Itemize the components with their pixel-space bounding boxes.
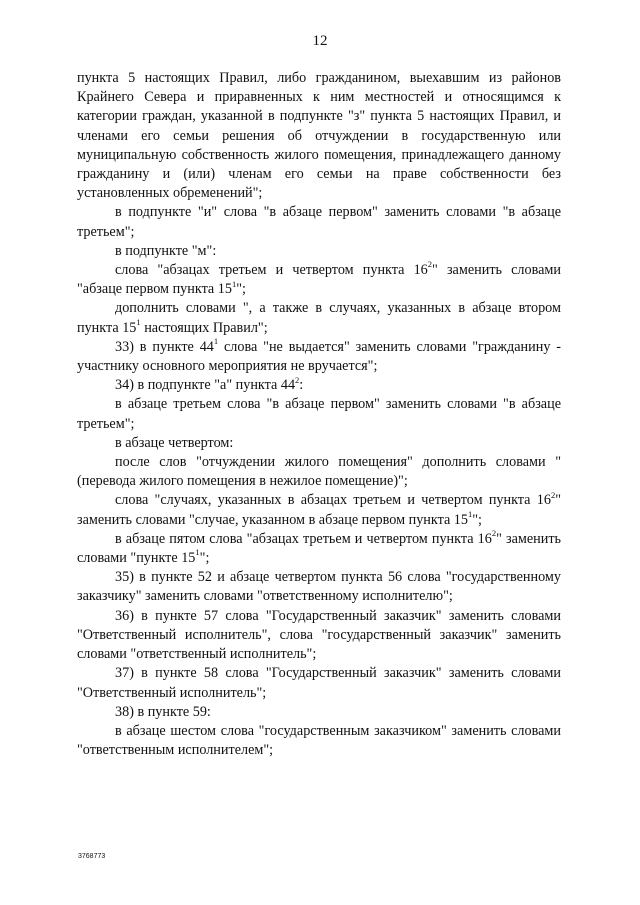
paragraph: в абзаце шестом слова "государственным заказчиком" заменить словами "ответственным исполнителем"; (77, 722, 561, 759)
paragraph: слова "случаях, указанных в абзацах третьем и четвертом пункта $16^2$" заменить словами "случае, указанном в абзаце первом пункта $15^1$"; (77, 489, 561, 528)
paragraph: в подпункте "м": (115, 242, 217, 259)
paragraph: в абзаце пятом слова "абзацах третьем и четвертом пункта $16^2$" заменить словами "пункте $15^1$"; (77, 528, 561, 567)
paragraph: 37) в пункте 58 слова "Государственный заказчик" заменить словами "Ответственный исполнитель"; (77, 665, 561, 701)
paragraph: 33) в пункте $44^1$ слова "не выдается" заменить словами "гражданину - участнику основного мероприятия не вручается"; (77, 336, 561, 375)
document-body (77, 69, 561, 760)
paragraph: пункта 5 настоящих Правил, либо гражданином, выехавшим из районов Крайнего Севера и приравненных к ним местностей и относящимся к категории граждан, указанной в подпункте "з" пункта 5 настоящих Правил, и членами его семьи решения об отчуждении в государственную или муниципальную собственность жилого помещения, принадлежащего данному гражданину и (или) членам его семьи на праве собственности без установленных обременений"; (77, 70, 561, 202)
paragraph: в подпункте "и" слова "в абзаце первом" заменить словами "в абзаце третьем"; (77, 204, 561, 240)
document-code: 3768773 (78, 853, 106, 860)
paragraph: 35) в пункте 52 и абзаце четвертом пункта 56 слова "государственному заказчику" заменить словами "ответственному исполнителю"; (77, 569, 561, 605)
paragraph: в абзаце третьем слова "в абзаце первом" заменить словами "в абзаце третьем"; (77, 396, 561, 432)
paragraph: 36) в пункте 57 слова "Государственный заказчик" заменить словами "Ответственный исполнитель", слова "государственный заказчик" заменить словами "ответственный исполнитель"; (77, 607, 561, 663)
paragraph: дополнить словами ", а также в случаях, указанных в абзаце втором пункта $15^1$ настоящих Правил"; (77, 300, 561, 336)
paragraph: после слов "отчуждении жилого помещения" дополнить словами "(перевода жилого помещения в нежилое помещение)"; (77, 454, 561, 490)
paragraph: 34) в подпункте "а" пункта $44^2$: (115, 374, 304, 394)
paragraph: слова "абзацах третьем и четвертом пункта $16^2$" заменить словами "абзаце первом пункта $15^1$"; (77, 259, 561, 298)
paragraph: 38) в пункте 59: (115, 703, 211, 720)
page-number: 12 (312, 33, 328, 49)
paragraph: в абзаце четвертом: (115, 434, 234, 451)
